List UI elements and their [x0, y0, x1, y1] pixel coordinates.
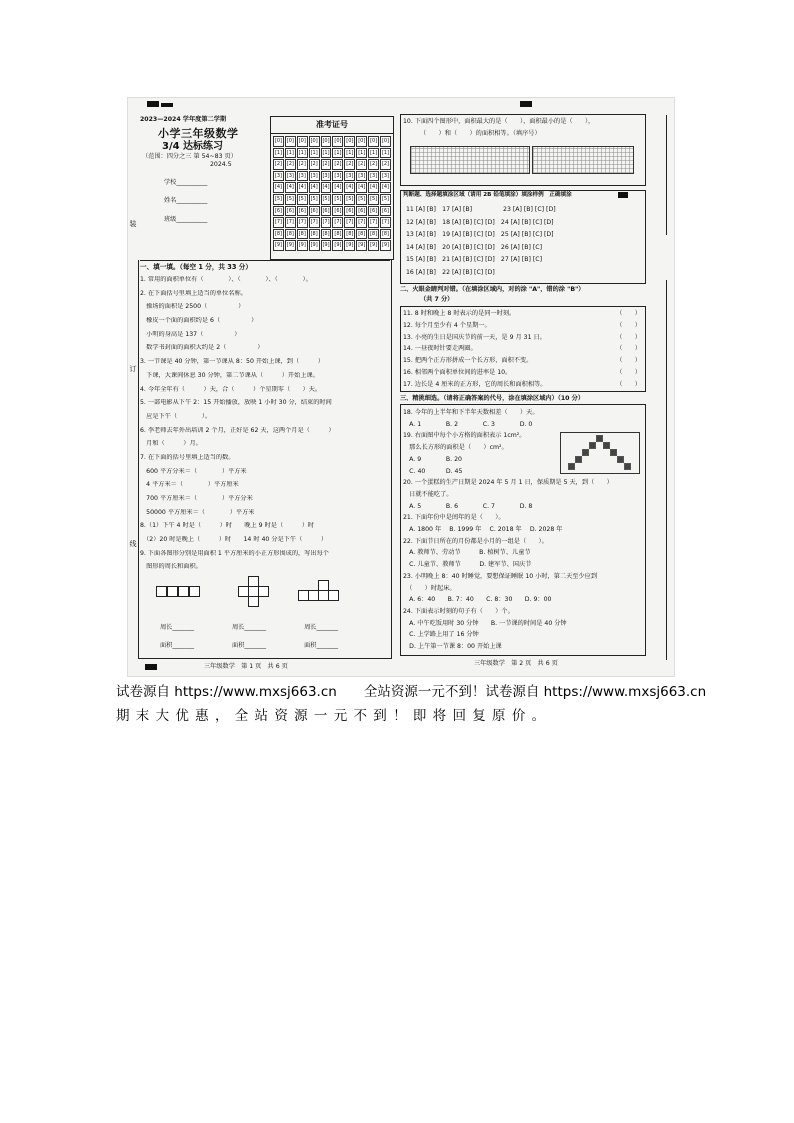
- digit-bubble[interactable]: [9]: [368, 240, 379, 251]
- exam-page-1: [140, 110, 390, 670]
- digit-bubble[interactable]: [8]: [368, 229, 379, 240]
- digit-bubble[interactable]: [1]: [285, 148, 296, 159]
- grid-square: [617, 456, 624, 463]
- question-line: 橡皮一个面的面积约是 6（ ）: [140, 317, 258, 325]
- digit-bubble[interactable]: [7]: [273, 217, 284, 228]
- grid-square: [596, 435, 603, 442]
- digit-bubble[interactable]: [0]: [356, 136, 367, 147]
- digit-bubble[interactable]: [4]: [356, 182, 367, 193]
- ticket-number-grid[interactable]: [271, 134, 393, 253]
- choice-line: 24. 下面表示时刻的句子有（ ）个。: [403, 607, 514, 615]
- digit-bubble[interactable]: [9]: [321, 240, 332, 251]
- digit-bubble[interactable]: [8]: [297, 229, 308, 240]
- digit-bubble[interactable]: [8]: [321, 229, 332, 240]
- bubble-sheet[interactable]: [406, 204, 556, 280]
- ticket-title: 准考证号: [271, 117, 393, 134]
- bubble-row[interactable]: 16 [A] [B] 22 [A] [B] [C] [D]: [406, 268, 495, 276]
- digit-bubble[interactable]: [3]: [368, 171, 379, 182]
- question-line: 5. 一部电影从下午 2：15 开始播放，放映 1 小时 30 分，结束的时间: [140, 399, 332, 407]
- judge-item: [403, 355, 641, 367]
- digit-bubble[interactable]: [5]: [297, 194, 308, 205]
- binding-label: 线: [129, 540, 137, 547]
- digit-bubble[interactable]: [3]: [332, 171, 343, 182]
- watermark-line-1: 试卷源自 https://www.mxsj663.cn 全站资源一元不到！试卷源自 https://www.mxsj663.cn: [116, 684, 707, 700]
- digit-bubble[interactable]: [3]: [321, 171, 332, 182]
- choice-line: （ ）时起床。: [403, 584, 456, 592]
- binding-label: 装: [129, 220, 137, 227]
- grid-square: [624, 463, 631, 470]
- digit-bubble[interactable]: [7]: [356, 217, 367, 228]
- digit-bubble[interactable]: [7]: [332, 217, 343, 228]
- perimeter-row: 周长_______ 周长_______ 周长_______: [160, 624, 339, 631]
- question-line: 应是下午（ ）。: [140, 412, 212, 420]
- digit-bubble[interactable]: [2]: [321, 159, 332, 170]
- section-3-heading: 三、精挑细选。（请将正确答案的代号，涂在填涂区域内）（10 分）: [400, 395, 585, 402]
- digit-bubble[interactable]: [8]: [273, 229, 284, 240]
- choice-line: A. 1 B. 2 C. 3 D. 0: [403, 420, 533, 428]
- choice-line: 那么长方形的面积是（ ）cm²。: [403, 444, 508, 452]
- digit-bubble[interactable]: [0]: [273, 136, 284, 147]
- digit-bubble[interactable]: [1]: [309, 148, 320, 159]
- choice-line: 19. 右面图中每个小方格的面积表示 1cm²。: [403, 432, 526, 440]
- digit-bubble[interactable]: [1]: [332, 148, 343, 159]
- digit-bubble[interactable]: [2]: [368, 159, 379, 170]
- bubble-row[interactable]: 15 [A] [B] 21 [A] [B] [C] [D] 27 [A] [B] [C]: [406, 256, 542, 264]
- bubble-row[interactable]: 14 [A] [B] 20 [A] [B] [C] [D] 26 [A] [B] [C]: [406, 243, 542, 251]
- digit-bubble[interactable]: [3]: [273, 171, 284, 182]
- bubble-row[interactable]: 12 [A] [B] 18 [A] [B] [C] [D] 24 [A] [B] [C] [D]: [406, 218, 554, 226]
- choice-line: 22. 下面节日所在的月份都是小月的一组是（ ）。: [403, 537, 548, 545]
- digit-bubble[interactable]: [5]: [332, 194, 343, 205]
- choice-line: 21. 下面年份中是闰年的是（ ）。: [403, 514, 505, 522]
- digit-bubble[interactable]: [6]: [321, 206, 332, 217]
- digit-bubble[interactable]: [6]: [356, 206, 367, 217]
- digit-bubble[interactable]: [8]: [344, 229, 355, 240]
- choice-line: 23. 小明晚上 8：40 时睡觉，要想保证睡眠 10 小时，第二天至少应到: [403, 572, 598, 580]
- judge-item: [403, 332, 641, 344]
- registration-mark: [147, 101, 159, 107]
- choice-line: D. 上午第一节课 8：00 开始上课: [403, 643, 502, 651]
- question-line: 4. 今年全年有（ ）天，合（ ）个星期零（ ）天。: [140, 385, 322, 393]
- judge-item: [403, 308, 641, 320]
- grid-square: [575, 456, 582, 463]
- digit-bubble[interactable]: [6]: [332, 206, 343, 217]
- digit-bubble[interactable]: [2]: [285, 159, 296, 170]
- digit-bubble[interactable]: [1]: [321, 148, 332, 159]
- question-line: 操场的面积是 2500（ ）: [140, 303, 245, 311]
- digit-bubble[interactable]: [4]: [273, 182, 284, 193]
- digit-bubble[interactable]: [0]: [368, 136, 379, 147]
- digit-bubble[interactable]: [8]: [356, 229, 367, 240]
- digit-bubble[interactable]: [3]: [356, 171, 367, 182]
- digit-bubble[interactable]: [6]: [273, 206, 284, 217]
- digit-bubble[interactable]: [1]: [344, 148, 355, 159]
- bubble-row[interactable]: 13 [A] [B] 19 [A] [B] [C] [D] 25 [A] [B] [C] [D]: [406, 231, 554, 239]
- section-2-heading: 二、火眼金睛判对错。（在填涂区域内，对的涂 "A"，错的涂 "B"）: [400, 286, 585, 293]
- grid-square: [582, 449, 589, 456]
- digit-bubble[interactable]: [4]: [344, 182, 355, 193]
- digit-bubble[interactable]: [5]: [285, 194, 296, 205]
- choice-line: 18. 今年的上半年和下半年天数相差（ ）天。: [403, 409, 539, 416]
- question-line: 3. 一节课是 40 分钟，第一节课从 8：50 开始上课，到（ ）: [140, 358, 324, 366]
- q19-figure: [560, 432, 640, 474]
- digit-bubble[interactable]: [7]: [344, 217, 355, 228]
- digit-bubble[interactable]: [8]: [332, 229, 343, 240]
- digit-bubble[interactable]: [7]: [321, 217, 332, 228]
- judge-text: 14. 一昼夜时针要走两圈。: [403, 345, 477, 353]
- digit-bubble[interactable]: [9]: [273, 240, 284, 251]
- digit-bubble[interactable]: [5]: [309, 194, 320, 205]
- class-field[interactable]: 班级__________: [164, 216, 208, 223]
- digit-bubble[interactable]: [6]: [309, 206, 320, 217]
- judge-text: 13. 小亮的生日是国庆节的前一天，是 9 月 31 日。: [403, 333, 546, 341]
- digit-bubble[interactable]: [0]: [285, 136, 296, 147]
- judge-text: 12. 每个月至少有 4 个星期一。: [403, 321, 491, 329]
- digit-bubble[interactable]: [6]: [368, 206, 379, 217]
- answer-paren: （ ）: [616, 357, 641, 365]
- judge-item: [403, 343, 641, 355]
- question-line: 8.（1）下午 4 时是（ ）时 晚上 9 时是（ ）时: [140, 522, 315, 530]
- digit-bubble[interactable]: [9]: [344, 240, 355, 251]
- judge-text: 11. 8 时和晚上 8 时表示的是同一时刻。: [403, 310, 516, 317]
- page-2-footer: 三年级数学 第 2 页 共 6 页: [474, 660, 558, 667]
- digit-bubble[interactable]: [1]: [273, 148, 284, 159]
- q10-grid-right: [532, 146, 634, 174]
- exam-date: 2024.5: [210, 160, 232, 168]
- exam-title: 小学三年级数学: [158, 126, 239, 140]
- answer-sheet-header: 判断题、选择题填涂区域（请用 2B 铅笔填涂）填涂样例 正确填涂: [403, 192, 572, 198]
- choice-line: 日就不能吃了。: [403, 490, 453, 498]
- digit-bubble[interactable]: [3]: [309, 171, 320, 182]
- registration-mark: [520, 101, 532, 107]
- registration-mark: [161, 103, 173, 107]
- digit-bubble[interactable]: [7]: [297, 217, 308, 228]
- judge-item: [403, 379, 641, 391]
- judgement-questions: [403, 308, 641, 391]
- digit-bubble[interactable]: [9]: [297, 240, 308, 251]
- digit-bubble[interactable]: [2]: [380, 159, 391, 170]
- digit-bubble[interactable]: [5]: [380, 194, 391, 205]
- question-line: 9. 下面各图形分别是用面积 1 平方厘米的小正方形围成的，写出每个: [140, 549, 329, 557]
- question-line: 图形的周长和面积。: [140, 563, 202, 571]
- digit-bubble[interactable]: [8]: [285, 229, 296, 240]
- digit-bubble[interactable]: [2]: [297, 159, 308, 170]
- school-year: 2023—2024 学年度第二学期: [140, 116, 227, 123]
- digit-bubble[interactable]: [2]: [344, 159, 355, 170]
- digit-bubble[interactable]: [9]: [332, 240, 343, 251]
- question-line: 月和（ ）月。: [140, 440, 202, 448]
- choice-line: A. 中午吃饭用时 30 分钟 B. 一节课的时间是 40 分钟: [403, 619, 567, 627]
- digit-bubble[interactable]: [7]: [368, 217, 379, 228]
- digit-bubble[interactable]: [9]: [285, 240, 296, 251]
- digit-bubble[interactable]: [2]: [273, 159, 284, 170]
- exam-range: （范围：四分之三 第 54~83 页）: [142, 153, 237, 160]
- choice-line: C. 儿童节、教师节 D. 建军节、国庆节: [403, 561, 532, 569]
- digit-bubble[interactable]: [1]: [356, 148, 367, 159]
- q10-text: 10. 下面四个图形中，面积最大的是（ ），面积最小的是（ ），: [403, 118, 595, 125]
- grid-square: [568, 463, 575, 470]
- question-line: 小明的身高是 137（ ）: [140, 330, 241, 338]
- answer-paren: （ ）: [616, 368, 641, 376]
- question-line: 1. 常用的面积单位有（ ）、（ ）、（ ）。: [140, 276, 312, 283]
- choice-line: 20. 一个蛋糕的生产日期是 2024 年 5 月 1 日，保质期是 5 天，到（ ）: [403, 479, 613, 487]
- judge-text: 17. 边长是 4 厘米的正方形，它的周长和面积相等。: [403, 380, 547, 388]
- question-line: 600 平方分米＝（ ）平方米: [140, 467, 247, 475]
- section-2-points: （共 7 分）: [420, 296, 454, 303]
- digit-bubble[interactable]: [2]: [356, 159, 367, 170]
- digit-bubble[interactable]: [6]: [297, 206, 308, 217]
- choice-line: A. 1800 年 B. 1999 年 C. 2018 年 D. 2028 年: [403, 526, 563, 534]
- grid-square: [603, 442, 610, 449]
- q10-grid-left: [410, 146, 530, 174]
- binding-label: 订: [129, 365, 137, 372]
- digit-bubble[interactable]: [0]: [309, 136, 320, 147]
- judge-text: 15. 把两个正方形拼成一个长方形，面积不变。: [403, 357, 533, 365]
- question-line: 700 平方厘米＝（ ）平方分米: [140, 495, 253, 502]
- bubble-row[interactable]: 11 [A] [B] 17 [A] [B] 23 [A] [B] [C] [D]: [406, 206, 556, 213]
- digit-bubble[interactable]: [4]: [332, 182, 343, 193]
- name-field[interactable]: 姓名__________: [164, 197, 208, 205]
- digit-bubble[interactable]: [0]: [297, 136, 308, 147]
- digit-bubble[interactable]: [0]: [321, 136, 332, 147]
- q10-text-2: （ ）和（ ）的面积相等。（填序号）: [420, 130, 541, 137]
- digit-bubble[interactable]: [0]: [344, 136, 355, 147]
- digit-bubble[interactable]: [7]: [309, 217, 320, 228]
- answer-paren: （ ）: [616, 333, 641, 341]
- registration-mark: [145, 664, 157, 670]
- answer-paren: （ ）: [616, 310, 641, 317]
- digit-bubble[interactable]: [2]: [309, 159, 320, 170]
- digit-bubble[interactable]: [9]: [380, 240, 391, 251]
- question-line: 4 平方米＝（ ）平方厘米: [140, 481, 239, 489]
- digit-bubble[interactable]: [3]: [344, 171, 355, 182]
- question-line: 下课，大课间休息 30 分钟，第二节课从（ ）开始上课。: [140, 371, 319, 379]
- question-line: （2）20 时是晚上（ ）时 14 时 40 分是下午（ ）: [140, 536, 328, 544]
- exam-page-2: [400, 110, 646, 667]
- digit-bubble[interactable]: [4]: [297, 182, 308, 193]
- digit-bubble[interactable]: [5]: [368, 194, 379, 205]
- digit-bubble[interactable]: [7]: [380, 217, 391, 228]
- digit-bubble[interactable]: [4]: [368, 182, 379, 193]
- digit-bubble[interactable]: [2]: [332, 159, 343, 170]
- digit-bubble[interactable]: [3]: [380, 171, 391, 182]
- digit-bubble[interactable]: [7]: [285, 217, 296, 228]
- answer-paren: （ ）: [616, 321, 641, 329]
- choice-line: C. 40 D. 45: [403, 467, 463, 475]
- judge-text: 16. 相邻两个面积单位间的进率是 10。: [403, 368, 512, 376]
- digit-bubble[interactable]: [5]: [273, 194, 284, 205]
- choice-line: A. 5 B. 6 C. 7 D. 8: [403, 502, 533, 510]
- choice-line: A. 9 B. 20: [403, 455, 462, 463]
- watermark-line-2: 期 末 大 优 惠 ， 全 站 资 源 一 元 不 到 ！ 即 将 回 复 原 价 。: [116, 708, 547, 724]
- exam-subtitle: 3/4 达标练习: [162, 140, 224, 152]
- digit-bubble[interactable]: [3]: [297, 171, 308, 182]
- digit-bubble[interactable]: [5]: [344, 194, 355, 205]
- question-line: 2. 在下面括号里填上适当的单位名称。: [140, 289, 247, 297]
- answer-paren: （ ）: [616, 345, 641, 353]
- grid-square: [610, 449, 617, 456]
- digit-bubble[interactable]: [6]: [344, 206, 355, 217]
- digit-bubble[interactable]: [4]: [380, 182, 391, 193]
- digit-bubble[interactable]: [8]: [380, 229, 391, 240]
- admission-ticket-box: [270, 116, 394, 260]
- digit-bubble[interactable]: [1]: [380, 148, 391, 159]
- area-row: 面积_______ 面积_______ 面积_______: [160, 642, 339, 649]
- digit-bubble[interactable]: [1]: [297, 148, 308, 159]
- school-field[interactable]: 学校__________: [164, 178, 208, 186]
- question-line: 数学书封面的面积大约是 2（ ）: [140, 344, 264, 352]
- digit-bubble[interactable]: [0]: [380, 136, 391, 147]
- digit-bubble[interactable]: [1]: [368, 148, 379, 159]
- digit-bubble[interactable]: [5]: [321, 194, 332, 205]
- question-line: 50000 平方厘米＝（ ）平方米: [140, 508, 255, 516]
- digit-bubble[interactable]: [0]: [332, 136, 343, 147]
- judge-item: [403, 367, 641, 379]
- choice-line: A. 教师节、劳动节 B. 植树节、儿童节: [403, 549, 531, 557]
- question-line: 6. 李老师去年外出培训 2 个月，正好是 62 天，这两个月是（ ）: [140, 426, 335, 434]
- page-1-footer: 三年级数学 第 1 页 共 6 页: [204, 663, 288, 670]
- digit-bubble[interactable]: [9]: [356, 240, 367, 251]
- answer-paren: （ ）: [616, 380, 641, 388]
- choice-line: C. 上学路上用了 16 分钟: [403, 631, 479, 639]
- digit-bubble[interactable]: [4]: [309, 182, 320, 193]
- digit-bubble[interactable]: [4]: [285, 182, 296, 193]
- digit-bubble[interactable]: [5]: [356, 194, 367, 205]
- grid-square: [589, 442, 596, 449]
- question-line: 7. 在下面的括号里填上适当的数。: [140, 453, 235, 461]
- choice-line: A. 6：40 B. 7：40 C. 8：30 D. 9：00: [403, 596, 552, 604]
- section-1-heading: 一、填一填。（每空 1 分，共 33 分）: [140, 263, 252, 271]
- digit-bubble[interactable]: [6]: [285, 206, 296, 217]
- digit-bubble[interactable]: [8]: [309, 229, 320, 240]
- digit-bubble[interactable]: [4]: [321, 182, 332, 193]
- digit-bubble[interactable]: [9]: [309, 240, 320, 251]
- digit-bubble[interactable]: [6]: [380, 206, 391, 217]
- digit-bubble[interactable]: [3]: [285, 171, 296, 182]
- judge-item: [403, 320, 641, 332]
